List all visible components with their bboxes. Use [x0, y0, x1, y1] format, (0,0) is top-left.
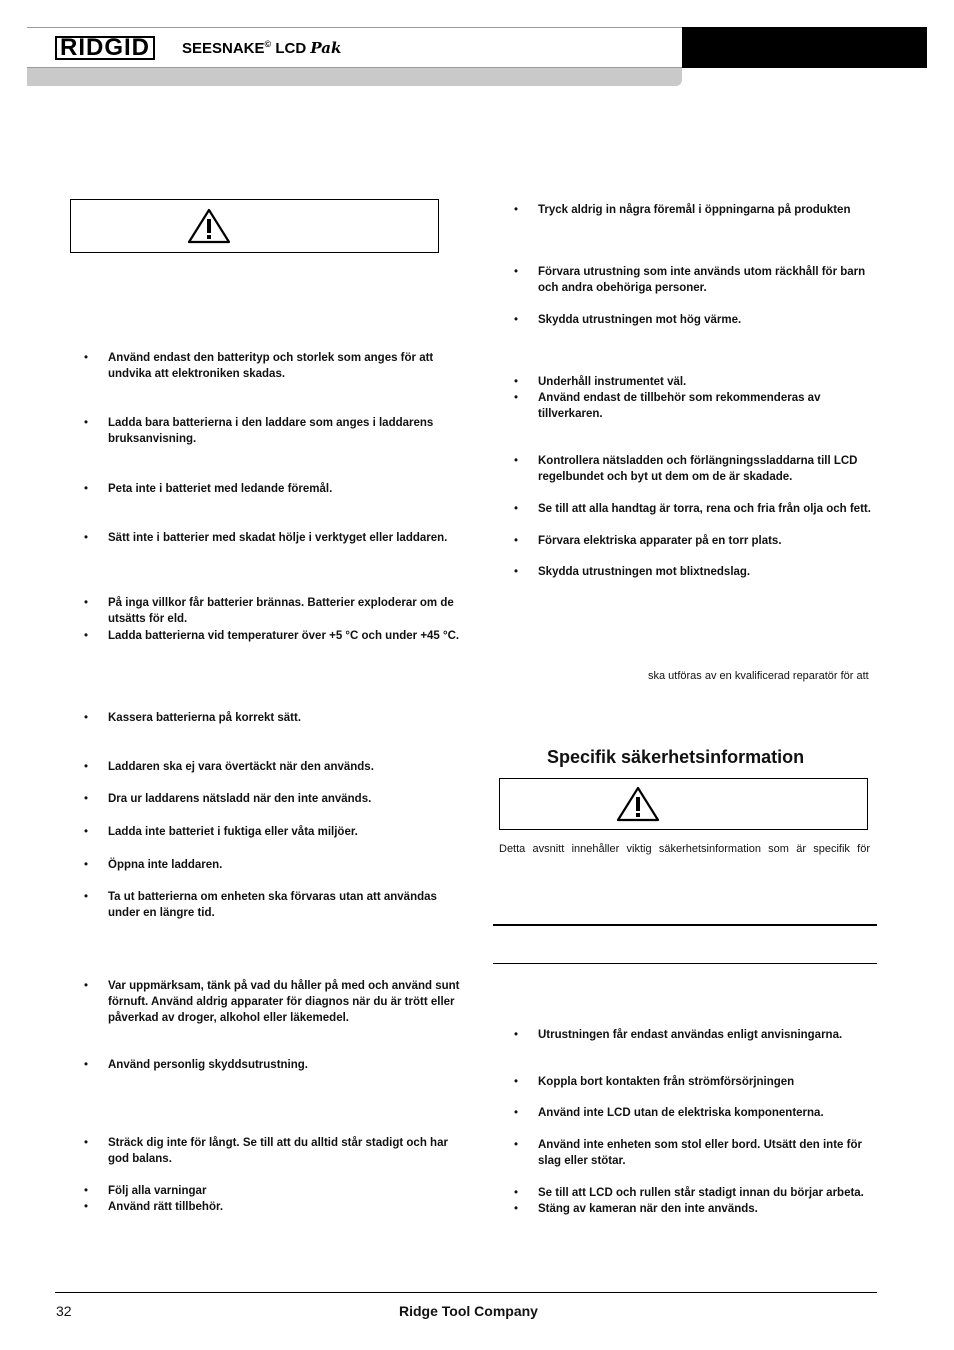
list-item-text: Laddaren ska ej vara övertäckt när den används. [108, 761, 374, 773]
ridgid-logo [55, 36, 155, 60]
bullet-icon: • [84, 597, 89, 609]
bullet-icon: • [84, 761, 89, 773]
list-item-text: Ladda bara batterierna i den laddare som anges i laddarens bruksanvisning. [108, 417, 434, 445]
bullet-icon: • [84, 352, 89, 364]
bullet-icon: • [514, 503, 519, 515]
list-item-text: Utrustningen får endast användas enligt anvisningarna. [538, 1029, 843, 1041]
list-item-text: Skydda utrustningen mot hög värme. [538, 314, 742, 326]
list-item-text: Dra ur laddarens nätsladd när den inte används. [108, 793, 372, 805]
list-item-text: Förvara elektriska apparater på en torr plats. [538, 535, 782, 547]
bullet-icon: • [84, 483, 89, 495]
list-item-text: Koppla bort kontakten från strömförsörjningen [538, 1076, 795, 1088]
bullet-icon: • [84, 793, 89, 805]
specific-safety-title: Specifik säkerhetsinformation [547, 747, 805, 767]
bullet-icon: • [84, 826, 89, 838]
bullet-icon: • [514, 376, 519, 388]
divider-bottom [493, 963, 877, 964]
list-item-text: Använd inte LCD utan de elektriska komponenterna. [538, 1107, 824, 1119]
warning-box-left [70, 199, 439, 253]
list-item-text: Följ alla varningar [108, 1185, 207, 1197]
list-item-text: Använd rätt tillbehör. [108, 1201, 224, 1213]
bullet-icon: • [84, 1059, 89, 1071]
bullet-icon: • [84, 1185, 89, 1197]
header-shadow [27, 68, 682, 86]
list-item-text: Kassera batterierna på korrekt sätt. [108, 712, 302, 724]
bullet-icon: • [84, 1137, 89, 1149]
brand-name: RIDGID [55, 36, 155, 60]
bullet-icon: • [514, 266, 519, 278]
bullet-icon: • [84, 712, 89, 724]
list-item-text: Sträck dig inte för långt. Se till att du alltid står stadigt och har god balans. [108, 1137, 448, 1165]
bullet-icon: • [514, 1076, 519, 1088]
list-item-text: Se till att LCD och rullen står stadigt innan du börjar arbeta. [538, 1187, 864, 1199]
list-item-text: På inga villkor får batterier brännas. Batterier exploderar om de utsätts för eld. [108, 597, 454, 625]
bullet-icon: • [514, 535, 519, 547]
list-item-text: Sätt inte i batterier med skadat hölje i verktyget eller laddaren. [108, 532, 448, 544]
specific-intro: Detta avsnitt innehåller viktig säkerhetsinformation som är specifik för [499, 843, 870, 855]
list-item-text: Förvara utrustning som inte används utom räckhåll för barn och andra obehöriga personer. [538, 266, 866, 294]
list-item-text: Ladda batterierna vid temperaturer över +5 °C och under +45 °C. [108, 630, 460, 642]
bullet-icon: • [514, 392, 519, 404]
list-item-text: Underhåll instrumentet väl. [538, 376, 687, 388]
bullet-icon: • [514, 1203, 519, 1215]
product-name [182, 39, 341, 57]
bullet-icon: • [84, 891, 89, 903]
list-item-text: Ta ut batterierna om enheten ska förvaras utan att användas under en längre tid. [108, 891, 437, 919]
list-item-text: Skydda utrustningen mot blixtnedslag. [538, 566, 751, 578]
list-item-text: Var uppmärksam, tänk på vad du håller på med och använd sunt förnuft. Använd aldrig apparater för diagnos när du är trött eller påverkad av droger, alkohol eller läkemedel. [108, 980, 460, 1024]
bullet-icon: • [514, 566, 519, 578]
warning-box-right [499, 778, 868, 830]
header-band [27, 27, 927, 68]
list-item-text: Använd personlig skyddsutrustning. [108, 1059, 308, 1071]
list-item-text: Öppna inte laddaren. [108, 859, 223, 871]
list-item-text: Stäng av kameran när den inte används. [538, 1203, 758, 1215]
list-item-text: Ladda inte batteriet i fuktiga eller våta miljöer. [108, 826, 358, 838]
bullet-icon: • [84, 630, 89, 642]
bullet-icon: • [514, 204, 519, 216]
list-item-text: Använd endast den batterityp och storlek som anges för att undvika att elektroniken skadas. [108, 352, 434, 380]
bullet-icon: • [84, 980, 89, 992]
list-item-text: Använd inte enheten som stol eller bord. Utsätt den inte för slag eller stötar. [538, 1139, 862, 1167]
header-black-bar [682, 27, 927, 68]
bullet-icon: • [84, 859, 89, 871]
product-reg: © [264, 39, 272, 49]
footer-rule [55, 1292, 877, 1293]
bullet-icon: • [514, 1187, 519, 1199]
product-lcd: LCD [271, 40, 311, 57]
bullet-icon: • [514, 1107, 519, 1119]
service-note: ska utföras av en kvalificerad reparatör för att [648, 670, 869, 682]
list-item-text: Peta inte i batteriet med ledande föremål. [108, 483, 333, 495]
header-white-bar [27, 27, 682, 68]
list-item-text: Använd endast de tillbehör som rekommenderas av tillverkaren. [538, 392, 821, 420]
product-pak: Pak [310, 39, 342, 57]
list-item-text: Se till att alla handtag är torra, rena och fria från olja och fett. [538, 503, 871, 515]
company-name: Ridge Tool Company [399, 1303, 538, 1319]
divider-top [493, 924, 877, 926]
bullet-icon: • [514, 1029, 519, 1041]
warning-triangle-icon [187, 208, 231, 244]
list-item-text: Tryck aldrig in några föremål i öppningarna på produkten [538, 204, 851, 216]
product-main: SEESNAKE [182, 40, 265, 57]
bullet-icon: • [84, 532, 89, 544]
bullet-icon: • [514, 455, 519, 467]
bullet-icon: • [84, 1201, 89, 1213]
bullet-icon: • [514, 314, 519, 326]
list-item-text: Kontrollera nätsladden och förlängningssladdarna till LCD regelbundet och byt ut dem om de är skadade. [538, 455, 858, 483]
bullet-icon: • [84, 417, 89, 429]
bullet-icon: • [514, 1139, 519, 1151]
warning-triangle-icon [616, 786, 660, 822]
page-number: 32 [56, 1303, 72, 1319]
